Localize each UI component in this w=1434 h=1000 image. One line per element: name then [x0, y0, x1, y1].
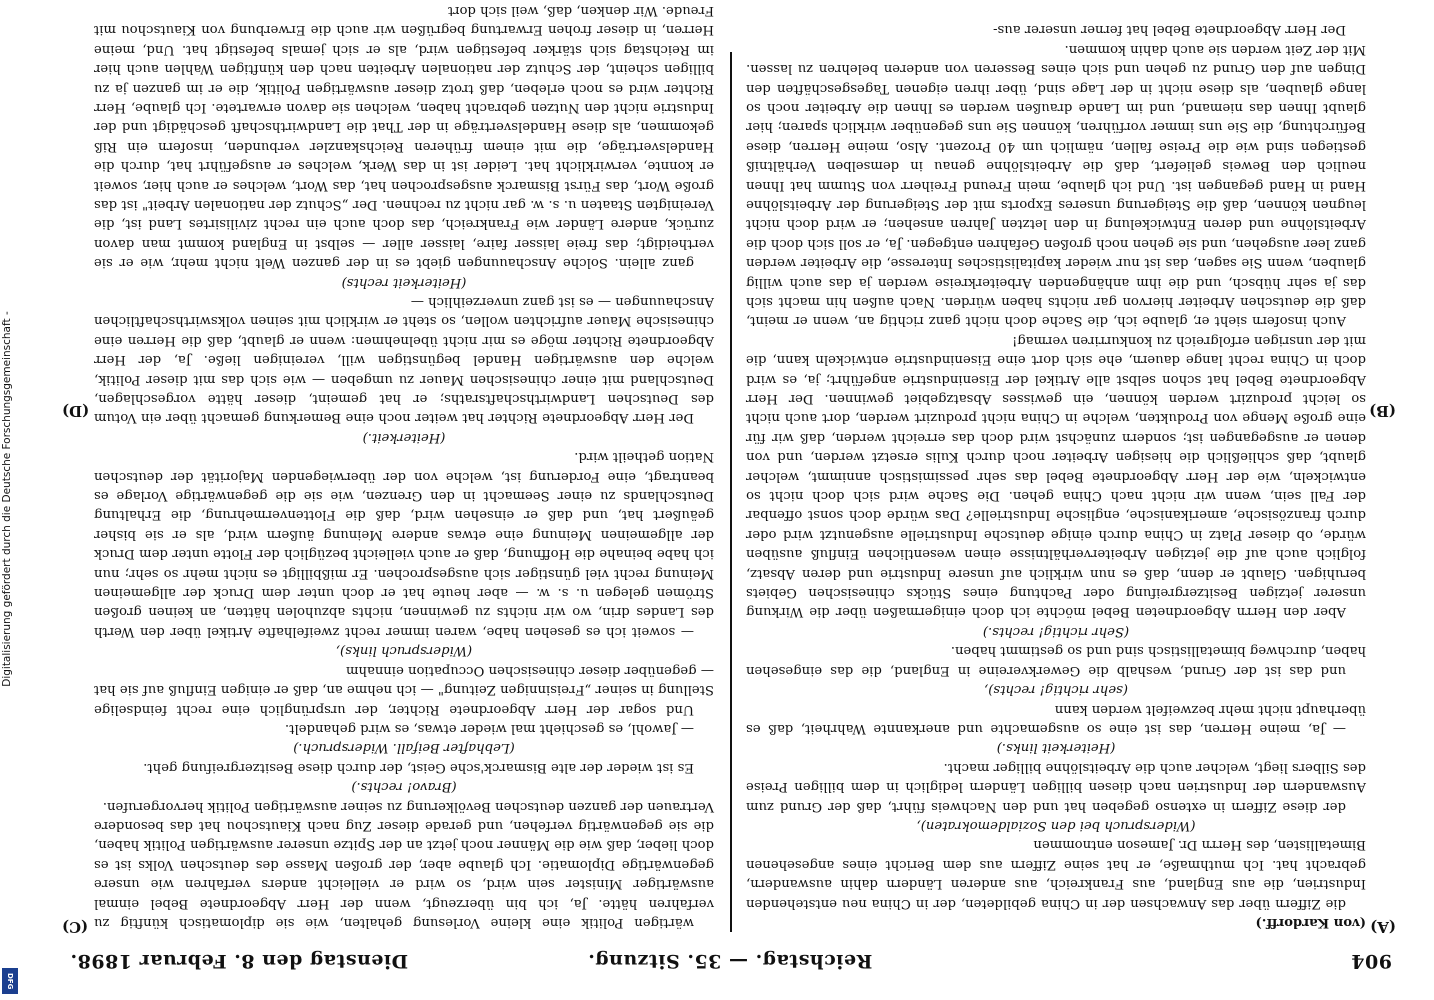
column-divider	[730, 52, 732, 932]
paragraph: wärtigen Politik eine kleine Vorlesung gehalten, wie sie diplomatisch künftig zu verfahren hätte. Ja, ich bin überzeugt, wenn der Herr Abgeordnete Bebel einmal auswärtiger Minister sein wird, so wird er vielleicht anders verfahren wie unsere gegenwärtige Diplomatie. Ich glaube aber, der großen Masse des deutschen Volks ist es doch lieber, daß wie die Männer noch jetzt an der Spitze unserer auswärtigen Politik haben, die sie gegenwärtig verfehen, und gerade dieser Zug nach Kiautschou hat das besondere Vertrauen der ganzen deutschen Bevölkerung zu seiner auswärtigen Politik hervorgerufen.	[94, 798, 714, 930]
interjection: (Widerspruch bei den Sozialdemokraten),	[916, 817, 1196, 833]
paragraph: Der Herr Abgeordnete Richter hat weiter noch eine Bemerkung gemacht über ein Votum des Deutschen Landwirthschaftsraths; er hat gemeint, dieser hätte vorgeschlagen, Deutschland mit einer chinesischen Mauer zu umgeben — wie sich das mit dieser Politik, welche den auswärtigen Handel begünstigen will, vereinigen ließe. Ja, der Herr Abgeordnete Richter möge es mir nicht übelnehmen: wenn er glaubt, daß die Herren eine chinesische Mauer aufrichten wollen, so steht er wirklich mit seinen volkswirthschaftlichen Anschauungen — es ist ganz unverzeihlich —	[94, 294, 714, 426]
paragraph: Aber den Herrn Abgeordneten Bebel möchte ich doch einigermaßen über die Wirkung unserer jetzigen Besitzergreifung oder Pachtung eines Stücks chinesischen Gebiets beruhigen. Glaubt er denn, daß es nun wirklich auf unsere Industrie und deren Absatz, folglich auch auf die jetzigen Arbeiterverhältnisse einen wesentlichen Einfluß ausüben würde, ob dieser Platz in China durch einige deutsche Industrielle ausgenutzt wird oder durch französische, amerikanische, englische Industrielle? Das würde doch sonst offenbar der Fall sein, wenn wir nicht nach China gehen. Die Sache wird sich doch nicht so entwickeln, wie der Herr Abgeordnete Bebel das sehr pessimistisch annimmt, welcher glaubt, daß schließlich die hiesigen Arbeiter noch durch Kulis ersetzt werden, und von denen er ausgegangen ist; sondern zunächst wird doch das erreicht werden, daß wir für eine große Menge von Produkten, welche in China nicht produzirt werden, dort auch nicht so leicht produzirt werden können, ein gewisses Absatzgebiet gewinnen. Der Herr Abgeordnete Bebel hat schon selbst alle Artikel der Eisenindustrie angeführt; ja, es wird doch in China recht lange dauern, ehe sich dort eine Eisenindustrie entwickeln kann, die mit der unsrigen erfolgreich zu konkurriren vermag!	[746, 332, 1366, 620]
paragraph: — Jawohl, es geschieht mal wieder etwas, es wird gehandelt.	[284, 720, 694, 736]
interjection: (Heiterkeit.)	[362, 429, 446, 445]
interjection: (Lebhafter Beifall. Widerspruch.)	[293, 740, 515, 756]
paragraph: — Ja, meine Herren, das ist eine so ausgemachte und anerkannte Wahrheit, daß es überhaupt nicht mehr bezweifelt werden kann	[746, 701, 1366, 736]
right-column	[94, 2, 714, 932]
speaker-name: (von Kardorff.)	[1255, 915, 1366, 930]
page-title: Reichstag. — 35. Sitzung.	[587, 950, 873, 972]
paragraph: der diese Ziffern in extenso gegeben hat und den Nachweis führt, daß der Grund zum Auswandern der Industrien nach diesen billigen Ländern lediglich in dem billigen Preise des Silbers liegt, welcher auch die Arbeitslöhne billiger macht.	[746, 759, 1366, 814]
interjection: (sehr richtig! rechts),	[984, 682, 1128, 698]
interjection: (Bravo! rechts.)	[351, 779, 457, 795]
margin-marker-d: (D)	[62, 402, 90, 420]
newspaper-page	[60, 2, 1400, 980]
paragraph: ganz allein. Solche Anschauungen giebt es in der ganzen Welt nicht mehr, wie er sie vertheidigt; das freie laisser faire, laisser aller — selbst in England kommt man davon zurück, andere Länder wie Frankreich, das doch auch ein recht zivilisirtes Land ist, die Vereinigten Staaten u. s. w. gar nicht zu rechnen. Der „Schutz der nationalen Arbeit" ist das große Wort, das Fürst Bismarck ausgesprochen hat, das Wort, welches er auch hier, soweit er konnte, verwirklicht hat. Leider ist in das Werk, welches er ausgeführt hat, durch die Handelsverträge, die mit einem früheren Reichskanzler verbunden, insofern ein Riß gekommen, als diese Handelsverträge in der That die Landwirthschaft geschädigt und der Industrie nicht den Nutzen gebracht haben, welchen sie davon erwartete. Ich glaube, Herr Richter wird es noch erleben, daß trotz dieser auswärtigen Politik, die er im ganzen ja zu billigen scheint, der Schutz der nationalen Arbeiten nach den künftigen Wahlen auch hier im Reichstag sich stärker befestigen wird, als er sich jemals befestigt hat. Und, meine Herren, in dieser frohen Erwartung begrüßen wir auch die Erwerbung von Kiautschou mit Freude. Wir denken, daß, weil sich dort	[94, 2, 714, 271]
dfg-logo-icon: DFG	[2, 968, 18, 994]
page-number: 904	[1350, 950, 1392, 972]
interjection: (Heiterkeit links.)	[996, 740, 1116, 756]
page-header	[60, 940, 1400, 980]
paragraph: Es ist wieder der alte Bismarck'sche Geist, der durch diese Besitzergreifung geht.	[143, 759, 694, 775]
interjection: (Widerspruch links),	[335, 643, 473, 659]
margin-marker-c: (C)	[62, 918, 89, 936]
paragraph: die Ziffern über das Anwachsen der in China gebildeten, der in China neu entstehenden Industrien, die aus England, aus Frankreich, aus anderen Ländern dahin auswandern, gebracht hat. Ich muthmaße, er hat seine Ziffern aus dem Bericht eines angesehenen Bimetallisten, des Herrn Dr. Jameson entnommen	[746, 837, 1366, 911]
interjection: (Heiterkeit rechts)	[341, 274, 467, 290]
paragraph: Und sogar der Herr Abgeordnete Richter, der ursprünglich eine recht feindselige Stellung in seiner „Freisinnigen Zeitung" — ich nehme an, daß er einigen Einfluß auf sie hat — gegenüber dieser chinesischen Occupation einnahm	[94, 662, 714, 717]
session-date: Dienstag den 8. Februar 1898.	[70, 950, 409, 972]
paragraph: Der Herr Abgeordnete Bebel hat ferner unserer aus-	[993, 22, 1346, 38]
paragraph: Auch insofern sieht er, glaube ich, die Sache doch nicht ganz richtig an, wenn er meint, daß die deutschen Arbeiter hiervon gar nichts haben würden. Nach außen hin macht sich das ja sehr hübsch, und die ihm anhängenden Arbeiterkreise werden ja das auch willig glauben, wenn Sie sagen, das ist nur wieder kapitalistisches Interesse, die Arbeiter werden ganz leer ausgehen, und sie gehen noch großen Gefahren entgegen. Ja, er soll sich doch die Arbeitslöhne und deren Entwickelung in den letzten Jahren ansehen; er wird doch nicht leugnen können, daß die Steigerung unseres Exports mit der Steigerung der Arbeitslöhne Hand in Hand gegangen ist. Und ich glaube, mein Freund Freiherr von Stumm hat Ihnen neulich den Beweis geliefert, daß die Arbeitslöhne genau in demselben Verhältniß gestiegen sind wie die Preise fallen, nämlich um 40 Prozent. Also, meine Herren, diese Befürchtung, die Sie uns immer vorführen, können Sie uns gegenüber wirklich sparen; hier glaubt Ihnen das niemand, und im Lande draußen werden es Ihnen die Arbeiter noch so lange glauben, als diese nicht in der Lage sind, über ihren eigenen Tagesgeschäften den Dingen auf den Grund zu gehen und sich eines Besseren von anderen belehren zu lassen. Mit der Zeit werden sie auch dahin kommen.	[746, 41, 1366, 329]
dfg-sidebar	[0, 0, 20, 1000]
interjection: (Sehr richtig! rechts.)	[982, 623, 1130, 639]
margin-marker-a: (A)	[1370, 918, 1396, 936]
left-column	[746, 22, 1366, 932]
paragraph: und das ist der Grund, weshalb die Gewerkvereine in England, die das eingesehen haben, durchweg bimetallistisch sind und so gestimmt haben.	[746, 643, 1366, 678]
paragraph: — soweit ich es gesehen habe, waren immer recht zweifelhafte Artikel über den Werth des Landes drin, wo wir nichts zu gewinnen, nichts abzuholen hätten, an keinen großen Strömen gelegen u. s. w. — aber heute hat er doch unter dem Druck der allgemeinen Meinung recht viel günstiger sich ausgesprochen. Er mißbilligt es nicht mehr so sehr; nun ich habe beinahe die Hoffnung, daß er auch vielleicht bezüglich der Flotte unter dem Druck der allgemeinen Meinung eine etwas andere Meinung äußern wird, als er sie bisher geäußert hat, und daß er einsehen wird, daß die Flottenvermehrung, die Erhaltung Deutschlands zu einer Seemacht in den Grenzen, wie sie die gegenwärtige Vorlage es beantragt, eine Forderung ist, welche von der überwiegenden Majorität der deutschen Nation getheilt wird.	[94, 449, 714, 639]
funding-note: Digitalisierung gefördert durch die Deutsche Forschungsgemeinschaft -	[1, 311, 13, 687]
margin-marker-b: (B)	[1369, 402, 1396, 420]
